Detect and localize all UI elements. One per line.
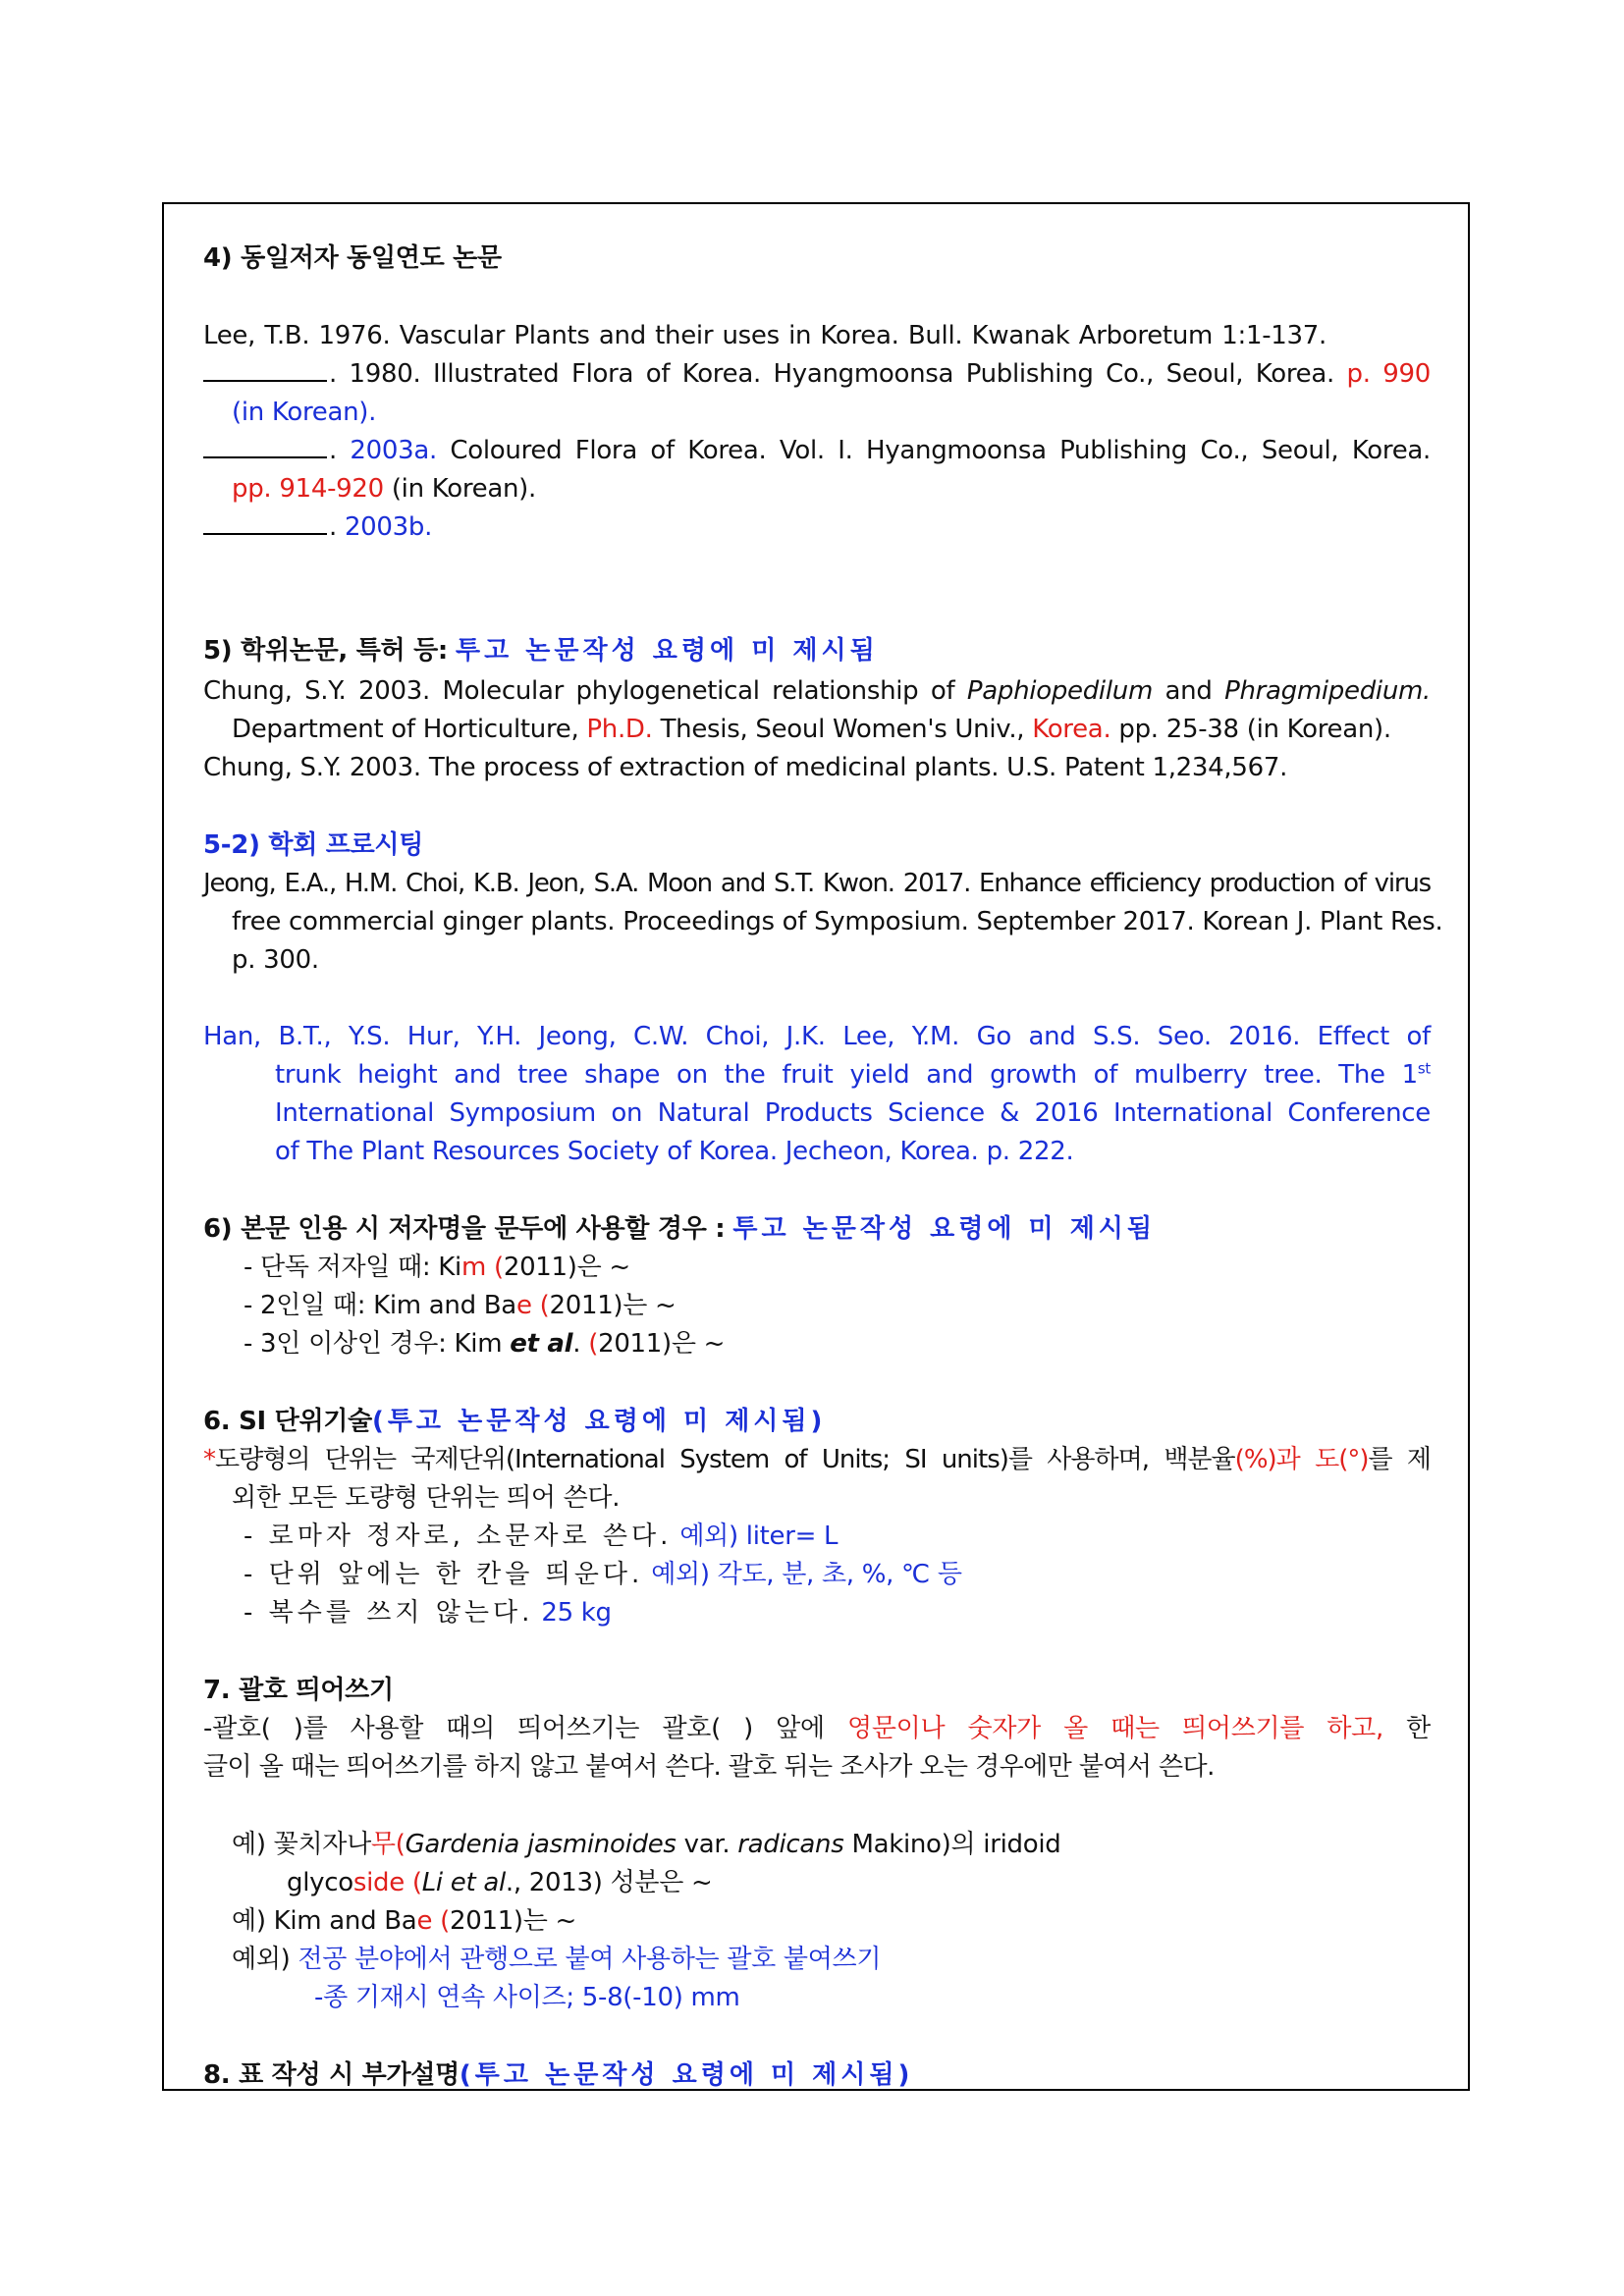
parenthesis-exception-example: -종 기재시 연속 사이즈; 5-8(-10) mm	[314, 1983, 740, 2012]
author-repeat-line	[203, 431, 327, 458]
parenthesis-example-1: 예) 꽃치자나무(Gardenia jasminoides var. radicans Makino)의 iridoid	[232, 1830, 1061, 1859]
reference-lee-2003b: . 2003b.	[203, 507, 432, 547]
reference-han-2016-cont3: of The Plant Resources Society of Korea. Jecheon, Korea. p. 222.	[275, 1137, 1074, 1166]
si-paragraph-cont: 외한 모든 도량형 단위는 띄어 쓴다.	[232, 1483, 621, 1513]
reference-jeong-2017-cont2: p. 300.	[232, 945, 319, 975]
reference-lee-1980-cont: (in Korean).	[232, 398, 377, 427]
parenthesis-rule: -괄호( )를 사용할 때의 띄어쓰기는 괄호( ) 앞에 영문이나 숫자가 올 때는 띄어쓰기를 하고, 한	[203, 1714, 1431, 1743]
reference-chung-thesis-cont: Department of Horticulture, Ph.D. Thesis, Seoul Women's Univ., Korea. pp. 25-38 (in Korean).	[232, 715, 1391, 744]
si-paragraph: *도량형의 단위는 국제단위(International System of Units; SI units)를 사용하며, 백분율(%)과 도(°)를 제	[203, 1445, 1432, 1474]
reference-jeong-2017-cont: free commercial ginger plants. Proceedings of Symposium. September 2017. Korean J. Plant Res.	[232, 907, 1443, 936]
reference-han-2016-cont2: International Symposium on Natural Products Science & 2016 International Conference	[275, 1098, 1431, 1128]
author-repeat-line	[203, 354, 327, 382]
parenthesis-example-2: 예) Kim and Bae (2011)는 ~	[232, 1906, 577, 1936]
reference-han-2016-cont: trunk height and tree shape on the fruit yield and growth of mulberry tree. The 1st	[275, 1059, 1431, 1090]
citation-example-two: - 2인일 때: Kim and Bae (2011)는 ~	[244, 1291, 677, 1320]
parenthesis-rule-cont: 글이 올 때는 띄어쓰기를 하지 않고 붙여서 쓴다. 괄호 뒤는 조사가 오는 경우에만 붙여서 쓴다.	[203, 1752, 1215, 1782]
reference-lee-2003a-cont: pp. 914-920 (in Korean).	[232, 474, 536, 504]
author-repeat-line	[203, 507, 327, 535]
section-5-2-heading: 5-2) 학회 프로시팅	[203, 830, 424, 860]
section-6-heading: 6) 본문 인용 시 저자명을 문두에 사용할 경우 : 투고 논문작성 요령에 미 제시됨	[203, 1214, 1157, 1244]
reference-lee-1976: Lee, T.B. 1976. Vascular Plants and their uses in Korea. Bull. Kwanak Arboretum 1:1-137.	[203, 321, 1326, 350]
parenthesis-exception: 예외) 전공 분야에서 관행으로 붙여 사용하는 괄호 붙여쓰기	[232, 1945, 882, 1974]
section-4-heading: 4) 동일저자 동일연도 논문	[203, 243, 502, 273]
reference-han-2016: Han, B.T., Y.S. Hur, Y.H. Jeong, C.W. Choi, J.K. Lee, Y.M. Go and S.S. Seo. 2016. Effect of	[203, 1022, 1431, 1051]
parenthesis-example-1-cont: glycoside (Li et al., 2013) 성분은 ~	[287, 1868, 713, 1897]
section-si-heading: 6. SI 단위기술(투고 논문작성 요령에 미 제시됨)	[203, 1407, 827, 1436]
reference-chung-patent: Chung, S.Y. 2003. The process of extraction of medicinal plants. U.S. Patent 1,234,567.	[203, 753, 1288, 782]
section-5-heading: 5) 학위논문, 특허 등: 투고 논문작성 요령에 미 제시됨	[203, 636, 879, 666]
section-7-heading: 7. 괄호 띄어쓰기	[203, 1676, 394, 1705]
reference-chung-thesis: Chung, S.Y. 2003. Molecular phylogenetical relationship of Paphiopedilum and Phragmipedium.	[203, 676, 1432, 706]
section-8-heading: 8. 표 작성 시 부가설명(투고 논문작성 요령에 미 제시됨)	[203, 2060, 914, 2090]
citation-example-single: - 단독 저자일 때: Kim (2011)은 ~	[244, 1253, 630, 1282]
citation-example-three: - 3인 이상인 경우: Kim et al. (2011)은 ~	[244, 1329, 726, 1359]
reference-lee-2003a: . 2003a. Coloured Flora of Korea. Vol. I. Hyangmoonsa Publishing Co., Seoul, Korea.	[203, 431, 1431, 470]
reference-lee-1980: . 1980. Illustrated Flora of Korea. Hyangmoonsa Publishing Co., Seoul, Korea. p. 990	[203, 354, 1431, 394]
si-rule-2: - 단위 앞에는 한 칸을 띄운다. 예외) 각도, 분, 초, %, ℃ 등	[244, 1560, 962, 1589]
si-rule-1: - 로마자 정자로, 소문자로 쓴다. 예외) liter= L	[244, 1522, 839, 1551]
si-rule-3: - 복수를 쓰지 않는다. 25 kg	[244, 1598, 612, 1628]
reference-jeong-2017: Jeong, E.A., H.M. Choi, K.B. Jeon, S.A. Moon and S.T. Kwon. 2017. Enhance efficiency production of virus	[203, 869, 1431, 898]
